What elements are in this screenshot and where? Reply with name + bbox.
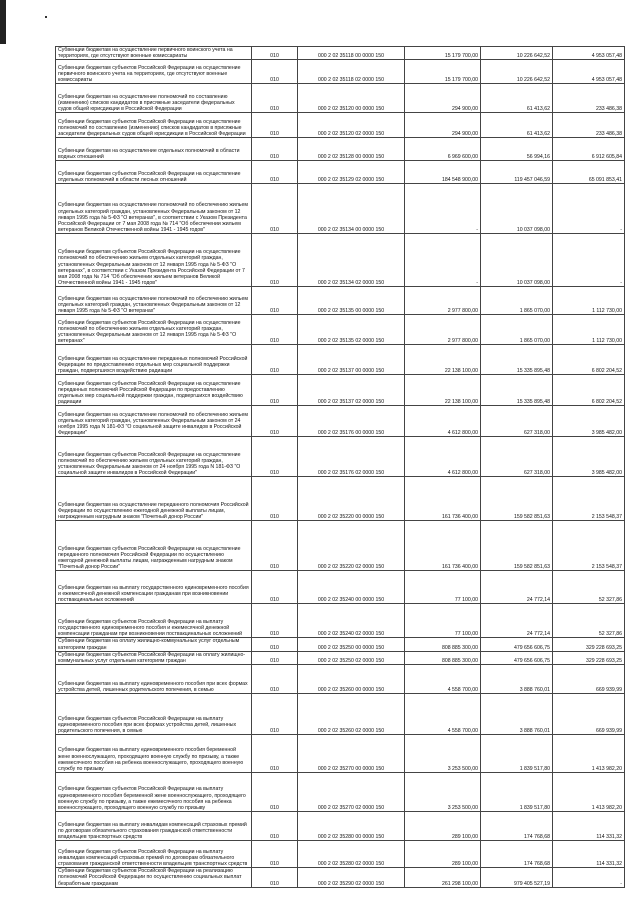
row-code: 010 xyxy=(252,161,298,184)
row-name: Субвенции бюджетам субъектов Российской Федерации на осуществление переданного полномочия Российской Федерации по осуществлению ежегодной денежной выплаты лицам, награжденным нагрудным знаком "Почетный донор России" xyxy=(56,521,252,571)
row-rest: 669 939,99 xyxy=(553,665,625,694)
row-kbk: 000 2 02 35290 02 0000 150 xyxy=(298,868,405,888)
row-rest: - xyxy=(553,868,625,888)
table-row xyxy=(56,138,625,161)
row-fact: 61 413,62 xyxy=(481,113,553,138)
row-plan: 161 736 400,00 xyxy=(405,521,481,571)
row-name: Субвенции бюджетам на осуществление полномочий по составлению (изменению) списков кандидатов в присяжные заседатели федеральных судов общей юрисдикции в Российской Федерации xyxy=(56,84,252,113)
row-plan: 22 138 100,00 xyxy=(405,345,481,375)
row-plan: 808 885 300,00 xyxy=(405,651,481,664)
row-fact: 979 405 527,19 xyxy=(481,868,553,888)
row-kbk: 000 2 02 35176 00 0000 150 xyxy=(298,406,405,437)
table-row xyxy=(56,477,625,521)
row-fact: 1 865 070,00 xyxy=(481,315,553,345)
row-fact: 119 457 046,59 xyxy=(481,161,553,184)
row-plan: 2 977 800,00 xyxy=(405,287,481,315)
row-kbk: 000 2 02 35176 02 0000 150 xyxy=(298,437,405,477)
row-fact: 479 656 606,75 xyxy=(481,638,553,651)
row-fact: 627 318,00 xyxy=(481,406,553,437)
row-rest: 6 802 204,52 xyxy=(553,375,625,406)
row-kbk: 000 2 02 35135 02 0000 150 xyxy=(298,315,405,345)
row-plan: 4 612 800,00 xyxy=(405,437,481,477)
row-fact: 10 037 098,00 xyxy=(481,184,553,234)
row-kbk: 000 2 02 35280 00 0000 150 xyxy=(298,812,405,841)
row-kbk: 000 2 02 35137 02 0000 150 xyxy=(298,375,405,406)
budget-table xyxy=(55,46,625,888)
row-rest: 233 486,38 xyxy=(553,84,625,113)
row-name: Субвенции бюджетам на оплату жилищно-коммунальных услуг отдельным категориям граждан xyxy=(56,638,252,651)
row-fact: 1 865 070,00 xyxy=(481,287,553,315)
row-rest: 1 413 982,20 xyxy=(553,735,625,773)
row-plan: 294 900,00 xyxy=(405,113,481,138)
table-row xyxy=(56,84,625,113)
row-code: 010 xyxy=(252,345,298,375)
row-kbk: 000 2 02 35137 00 0000 150 xyxy=(298,345,405,375)
row-name: Субвенции бюджетам субъектов Российской Федерации на выплату инвалидам компенсаций страховых премий по договорам обязательного страхования гражданской ответственности владельцев транспортных средств xyxy=(56,841,252,868)
row-name: Субвенции бюджетам субъектов Российской Федерации на реализацию полномочий Российской Федерации по осуществлению социальных выплат безработным гражданам xyxy=(56,868,252,888)
table-row xyxy=(56,773,625,812)
row-plan: 184 548 900,00 xyxy=(405,161,481,184)
row-name: Субвенции бюджетам на осуществление полномочий по обеспечению жильем отдельных категорий граждан, установленных Федеральным законом от 24 ноября 1995 года N 181-ФЗ "О социальной защите инвалидов в Российской Федерации" xyxy=(56,406,252,437)
row-name: Субвенции бюджетам субъектов Российской Федерации на осуществление полномочий по обеспечению жильем отдельных категорий граждан, установленных Федеральным законом от 12 января 1995 года № 5-ФЗ "О ветеранах" xyxy=(56,315,252,345)
row-kbk: 000 2 02 35270 02 0000 150 xyxy=(298,773,405,812)
row-fact: 15 335 895,48 xyxy=(481,345,553,375)
row-code: 010 xyxy=(252,477,298,521)
row-fact: 3 888 760,01 xyxy=(481,694,553,735)
row-name: Субвенции бюджетам на осуществление отдельных полномочий в области водных отношений xyxy=(56,138,252,161)
row-kbk: 000 2 02 35240 02 0000 150 xyxy=(298,604,405,638)
row-fact: 15 335 895,48 xyxy=(481,375,553,406)
row-plan: 77 100,00 xyxy=(405,571,481,604)
table-row xyxy=(56,113,625,138)
row-kbk: 000 2 02 35118 02 0000 150 xyxy=(298,60,405,84)
row-fact: 24 772,14 xyxy=(481,571,553,604)
row-code: 010 xyxy=(252,84,298,113)
row-code: 010 xyxy=(252,812,298,841)
row-code: 010 xyxy=(252,406,298,437)
table-row xyxy=(56,868,625,888)
row-kbk: 000 2 02 35134 00 0000 150 xyxy=(298,184,405,234)
table-row xyxy=(56,812,625,841)
row-rest: 1 112 730,00 xyxy=(553,287,625,315)
row-kbk: 000 2 02 35260 00 0000 150 xyxy=(298,665,405,694)
row-code: 010 xyxy=(252,234,298,287)
row-name: Субвенции бюджетам на выплату государственного единовременного пособия и ежемесячной денежной компенсации гражданам при возникновении поствакцинальных осложнений xyxy=(56,571,252,604)
row-plan: - xyxy=(405,184,481,234)
row-rest: 1 413 982,20 xyxy=(553,773,625,812)
table-row xyxy=(56,287,625,315)
table-row xyxy=(56,47,625,60)
scan-dot xyxy=(45,16,47,18)
row-kbk: 000 2 02 35134 02 0000 150 xyxy=(298,234,405,287)
row-plan: 22 138 100,00 xyxy=(405,375,481,406)
row-plan: 289 100,00 xyxy=(405,812,481,841)
row-fact: 10 037 098,00 xyxy=(481,234,553,287)
table-row xyxy=(56,184,625,234)
row-rest: 114 331,32 xyxy=(553,841,625,868)
row-rest: 114 331,32 xyxy=(553,812,625,841)
row-fact: 56 994,16 xyxy=(481,138,553,161)
row-kbk: 000 2 02 35280 02 0000 150 xyxy=(298,841,405,868)
row-name: Субвенции бюджетам субъектов Российской Федерации на оплату жилищно-коммунальных услуг отдельным категориям граждан xyxy=(56,651,252,664)
table-row xyxy=(56,345,625,375)
row-plan: 3 253 500,00 xyxy=(405,735,481,773)
table-row xyxy=(56,234,625,287)
row-fact: 159 582 851,63 xyxy=(481,521,553,571)
table-row xyxy=(56,60,625,84)
row-kbk: 000 2 02 35270 00 0000 150 xyxy=(298,735,405,773)
row-kbk: 000 2 02 35220 02 0000 150 xyxy=(298,521,405,571)
row-plan: 161 736 400,00 xyxy=(405,477,481,521)
row-name: Субвенции бюджетам на выплату инвалидам компенсаций страховых премий по договорам обязательного страхования гражданской ответственности владельцев транспортных средств xyxy=(56,812,252,841)
table-body xyxy=(56,47,625,888)
row-name: Субвенции бюджетам субъектов Российской Федерации на осуществление переданных полномочий Российской Федерации по предоставлению отдельных мер социальной поддержки граждан, подвергшихся воздействию радиации xyxy=(56,375,252,406)
row-code: 010 xyxy=(252,315,298,345)
row-name: Субвенции бюджетам субъектов Российской Федерации на осуществление первичного воинского учета на территориях, где отсутствуют военные комиссариаты xyxy=(56,60,252,84)
row-plan: 15 179 700,00 xyxy=(405,47,481,60)
row-fact: 61 413,62 xyxy=(481,84,553,113)
row-rest: 1 112 730,00 xyxy=(553,315,625,345)
row-name: Субвенции бюджетам на осуществление полномочий по обеспечению жильем отдельных категорий граждан, установленных Федеральным законом от 12 января 1995 года № 5-ФЗ "О ветеранах", в соответствии с Указом Президента Российской Федерации от 7 мая 2008 года № 714 "Об обеспечении жильем ветеранов Великой Отечественной войны 1941 - 1945 годов" xyxy=(56,184,252,234)
row-rest: 2 153 548,37 xyxy=(553,521,625,571)
row-name: Субвенции бюджетам субъектов Российской Федерации на осуществление отдельных полномочий в области лесных отношений xyxy=(56,161,252,184)
row-code: 010 xyxy=(252,375,298,406)
row-code: 010 xyxy=(252,138,298,161)
row-fact: 10 226 642,52 xyxy=(481,47,553,60)
row-plan: 15 179 700,00 xyxy=(405,60,481,84)
row-plan: - xyxy=(405,234,481,287)
row-fact: 174 768,68 xyxy=(481,841,553,868)
row-fact: 1 839 517,80 xyxy=(481,735,553,773)
row-kbk: 000 2 02 35128 00 0000 150 xyxy=(298,138,405,161)
row-rest: 3 985 482,00 xyxy=(553,406,625,437)
row-name: Субвенции бюджетам на выплату единовременного пособия при всех формах устройства детей, лишенных родительского попечения, в семью xyxy=(56,665,252,694)
row-fact: 3 888 760,01 xyxy=(481,665,553,694)
scan-edge-mark xyxy=(0,0,6,44)
row-fact: 174 768,68 xyxy=(481,812,553,841)
row-code: 010 xyxy=(252,184,298,234)
table-row xyxy=(56,571,625,604)
row-fact: 159 582 851,63 xyxy=(481,477,553,521)
row-code: 010 xyxy=(252,113,298,138)
row-rest: 52 327,86 xyxy=(553,571,625,604)
row-name: Субвенции бюджетам на осуществление переданного полномочия Российской Федерации по осуществлению ежегодной денежной выплаты лицам, награжденным нагрудным знаком "Почетный донор России" xyxy=(56,477,252,521)
row-fact: 10 226 642,52 xyxy=(481,60,553,84)
row-plan: 261 298 100,00 xyxy=(405,868,481,888)
table-row xyxy=(56,315,625,345)
row-kbk: 000 2 02 35250 00 0000 150 xyxy=(298,638,405,651)
row-rest: 329 228 693,25 xyxy=(553,651,625,664)
table-row xyxy=(56,735,625,773)
row-code: 010 xyxy=(252,521,298,571)
row-name: Субвенции бюджетам субъектов Российской Федерации на выплату единовременного пособия при всех формах устройства детей, лишенных родительского попечения, в семью xyxy=(56,694,252,735)
row-code: 010 xyxy=(252,638,298,651)
row-rest: 669 939,99 xyxy=(553,694,625,735)
row-kbk: 000 2 02 35129 02 0000 150 xyxy=(298,161,405,184)
row-kbk: 000 2 02 35240 00 0000 150 xyxy=(298,571,405,604)
row-plan: 6 969 600,00 xyxy=(405,138,481,161)
table-row xyxy=(56,375,625,406)
row-rest: 3 985 482,00 xyxy=(553,437,625,477)
row-plan: 808 885 300,00 xyxy=(405,638,481,651)
row-plan: 294 900,00 xyxy=(405,84,481,113)
row-rest: 6 802 204,52 xyxy=(553,345,625,375)
row-fact: 24 772,14 xyxy=(481,604,553,638)
row-code: 010 xyxy=(252,868,298,888)
row-kbk: 000 2 02 35220 00 0000 150 xyxy=(298,477,405,521)
row-name: Субвенции бюджетам на осуществление первичного воинского учета на территориях, где отсутствуют военные комиссариаты xyxy=(56,47,252,60)
table-row xyxy=(56,665,625,694)
table-row xyxy=(56,604,625,638)
table-row xyxy=(56,638,625,651)
row-code: 010 xyxy=(252,604,298,638)
row-kbk: 000 2 02 35260 02 0000 150 xyxy=(298,694,405,735)
row-name: Субвенции бюджетам субъектов Российской Федерации на осуществление полномочий по составлению (изменению) списков кандидатов в присяжные заседатели федеральных судов общей юрисдикции в Российской Федерации xyxy=(56,113,252,138)
row-fact: 1 839 517,80 xyxy=(481,773,553,812)
table-row xyxy=(56,694,625,735)
row-plan: 4 612 800,00 xyxy=(405,406,481,437)
row-plan: 2 977 800,00 xyxy=(405,315,481,345)
row-name: Субвенции бюджетам на осуществление полномочий по обеспечению жильем отдельных категорий граждан, установленных Федеральным законом от 12 января 1995 года № 5-ФЗ "О ветеранах" xyxy=(56,287,252,315)
table-row xyxy=(56,437,625,477)
row-plan: 77 100,00 xyxy=(405,604,481,638)
row-name: Субвенции бюджетам на выплату единовременного пособия беременной жене военнослужащего, проходящего военную службу по призыву, а также ежемесячного пособия на ребенка военнослужащего, проходящего военную службу по призыву xyxy=(56,735,252,773)
row-code: 010 xyxy=(252,694,298,735)
row-name: Субвенции бюджетам субъектов Российской Федерации на осуществление полномочий по обеспечению жильем отдельных категорий граждан, установленных Федеральным законом от 24 ноября 1995 года N 181-ФЗ "О социальной защите инвалидов в Российской Федерации" xyxy=(56,437,252,477)
row-plan: 3 253 500,00 xyxy=(405,773,481,812)
row-kbk: 000 2 02 35250 02 0000 150 xyxy=(298,651,405,664)
row-plan: 4 558 700,00 xyxy=(405,665,481,694)
row-code: 010 xyxy=(252,841,298,868)
row-kbk: 000 2 02 35118 00 0000 150 xyxy=(298,47,405,60)
row-code: 010 xyxy=(252,60,298,84)
table-row xyxy=(56,161,625,184)
row-kbk: 000 2 02 35120 00 0000 150 xyxy=(298,84,405,113)
table-row xyxy=(56,521,625,571)
row-code: 010 xyxy=(252,47,298,60)
row-rest: 52 327,86 xyxy=(553,604,625,638)
row-code: 010 xyxy=(252,651,298,664)
row-fact: 479 656 606,75 xyxy=(481,651,553,664)
row-fact: 627 318,00 xyxy=(481,437,553,477)
row-rest: 233 486,38 xyxy=(553,113,625,138)
row-rest: 6 912 605,84 xyxy=(553,138,625,161)
table-row xyxy=(56,406,625,437)
row-plan: 4 558 700,00 xyxy=(405,694,481,735)
row-code: 010 xyxy=(252,665,298,694)
table-row xyxy=(56,841,625,868)
row-code: 010 xyxy=(252,437,298,477)
row-rest: 4 953 057,48 xyxy=(553,60,625,84)
row-kbk: 000 2 02 35135 00 0000 150 xyxy=(298,287,405,315)
row-rest: 329 228 693,25 xyxy=(553,638,625,651)
row-rest: - xyxy=(553,184,625,234)
row-name: Субвенции бюджетам субъектов Российской Федерации на выплату государственного единовременного пособия и ежемесячной денежной компенсации гражданам при возникновении поствакцинальных осложнений xyxy=(56,604,252,638)
row-name: Субвенции бюджетам субъектов Российской Федерации на осуществление полномочий по обеспечению жильем отдельных категорий граждан, установленных Федеральным законом от 12 января 1995 года № 5-ФЗ "О ветеранах", в соответствии с Указом Президента Российской Федерации от 7 мая 2008 года № 714 "Об обеспечении жильем ветеранов Великой Отечественной войны 1941 - 1945 годов" xyxy=(56,234,252,287)
row-rest: 4 953 057,48 xyxy=(553,47,625,60)
row-rest: - xyxy=(553,234,625,287)
row-rest: 65 091 853,41 xyxy=(553,161,625,184)
row-code: 010 xyxy=(252,571,298,604)
row-code: 010 xyxy=(252,735,298,773)
row-kbk: 000 2 02 35120 02 0000 150 xyxy=(298,113,405,138)
row-plan: 289 100,00 xyxy=(405,841,481,868)
row-name: Субвенции бюджетам субъектов Российской Федерации на выплату единовременного пособия беременной жене военнослужащего, проходящего военную службу по призыву, а также ежемесячного пособия на ребенка военнослужащего, проходящего военную службу по призыву xyxy=(56,773,252,812)
table-row xyxy=(56,651,625,664)
row-code: 010 xyxy=(252,773,298,812)
row-name: Субвенции бюджетам на осуществление переданных полномочий Российской Федерации по предоставлению отдельных мер социальной поддержки граждан, подвергшихся воздействию радиации xyxy=(56,345,252,375)
row-code: 010 xyxy=(252,287,298,315)
row-rest: 2 153 548,37 xyxy=(553,477,625,521)
